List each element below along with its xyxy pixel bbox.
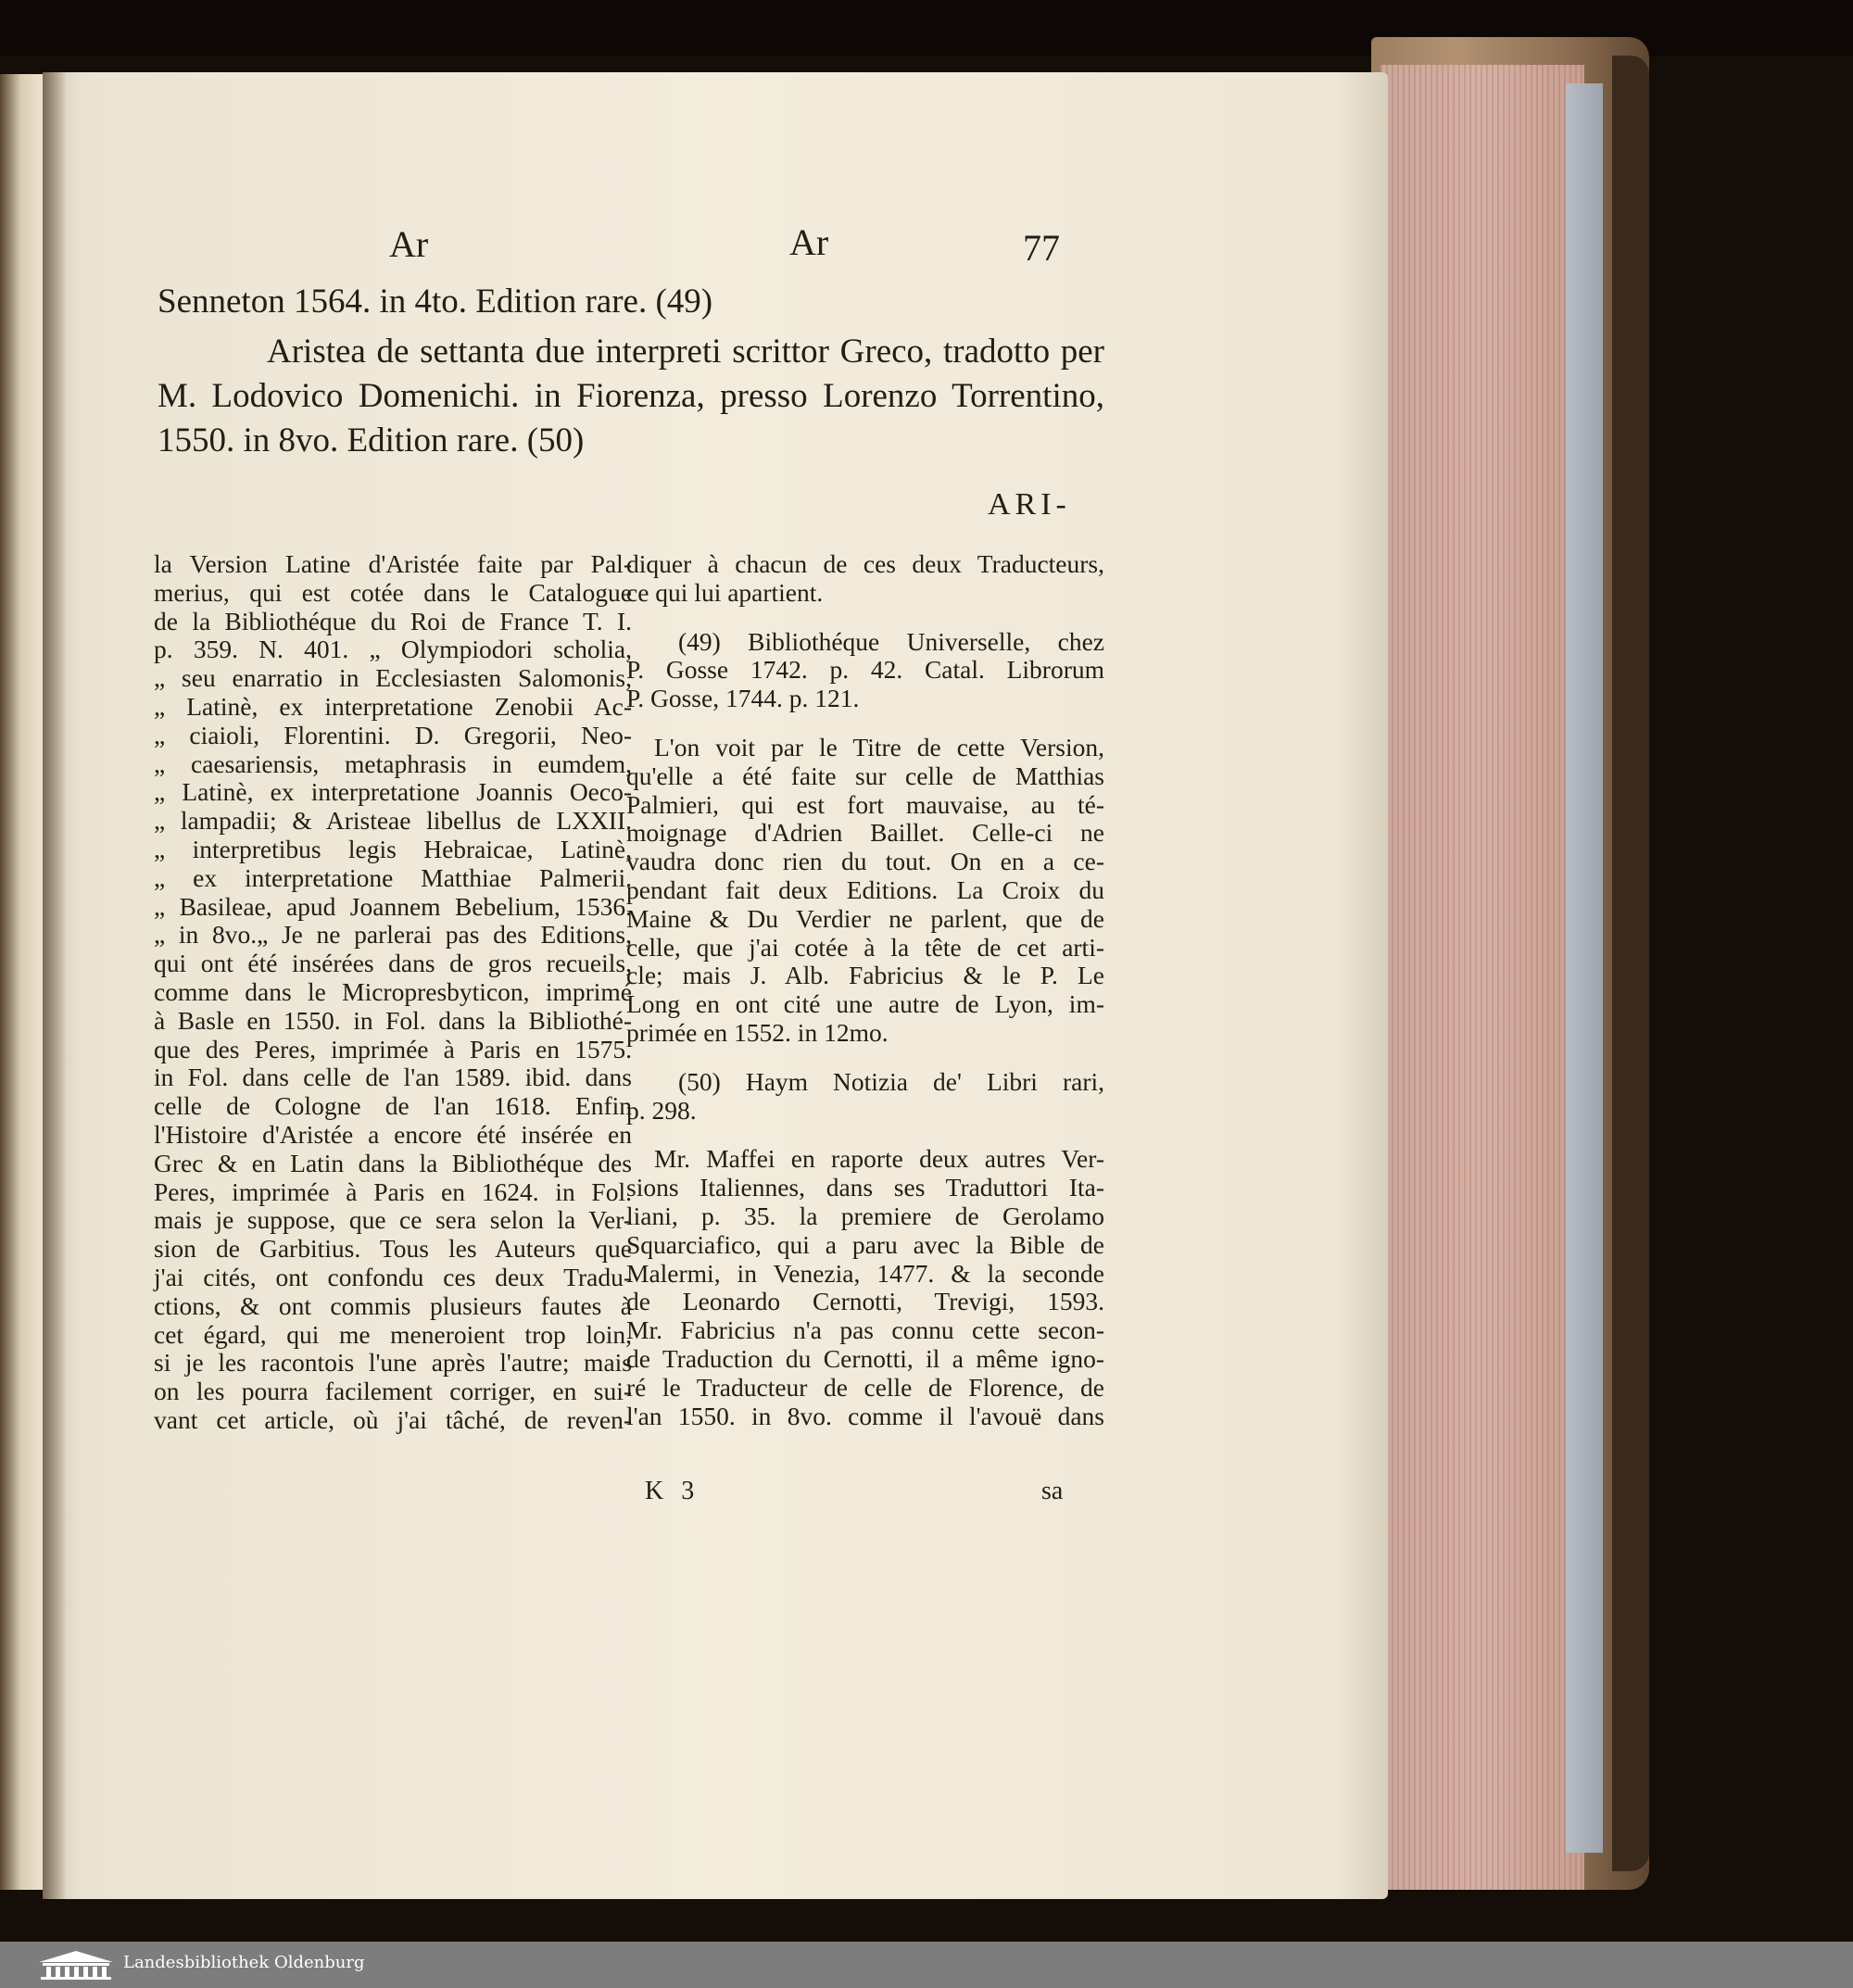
text-line: Mr. Fabricius n'a pas connu cette secon- (626, 1315, 1104, 1345)
left-column (154, 550, 632, 1435)
text-line: Maine & Du Verdier ne parlent, que de (626, 903, 1104, 933)
text-line: sions Italiennes, dans ses Traduttori Ita- (626, 1173, 1104, 1202)
footnote-50: (50) Haym Notizia de' Libri rari, (678, 1066, 1104, 1096)
text-line: Grec & en Latin dans la Bibliothéque des (154, 1148, 632, 1177)
text-line: P. Gosse, 1744. p. 121. (626, 684, 860, 713)
library-name: Landesbibliothek Oldenburg (123, 1953, 365, 1972)
text-line: vant cet article, où j'ai tâché, de reven- (154, 1404, 632, 1434)
library-building-icon (37, 1949, 115, 1981)
text-line: cle; mais J. Alb. Fabricius & le P. Le (626, 961, 1104, 990)
text-line: celle de Cologne de l'an 1618. Enfin (154, 1091, 632, 1121)
text-line: „ Latinè, ex interpretatione Joannis Oeco- (154, 777, 632, 807)
text-line: Malermi, in Venezia, 1477. & la seconde (626, 1258, 1104, 1288)
page-edges (1380, 65, 1584, 1890)
text-line: de la Bibliothéque du Roi de France T. I. (154, 606, 632, 635)
text-line: Mr. Maffei en raporte deux autres Ver- (654, 1144, 1104, 1174)
text-line: la Version Latine d'Aristée faite par Pal- (154, 549, 632, 578)
text-line: ctions, & ont commis plusieurs fautes à (154, 1290, 632, 1320)
text-line: comme dans le Micropresbyticon, imprimé (154, 976, 632, 1006)
text-line: primée en 1552. in 12mo. (626, 1017, 889, 1047)
entry-line-4: 1550. in 8vo. Edition rare. (50) (158, 422, 585, 459)
text-line: p. 298. (626, 1095, 697, 1125)
text-line: pendant fait deux Editions. La Croix du (626, 874, 1104, 904)
text-line: on les pourra facilement corriger, en sui- (154, 1377, 632, 1406)
catchword-top: ARI- (988, 487, 1071, 522)
text-line: „ ex interpretatione Matthiae Palmerii. (154, 862, 632, 892)
text-line: de Traduction du Cernotti, il a même igno- (626, 1343, 1104, 1373)
text-line: Peres, imprimée à Paris en 1624. in Fol. (154, 1176, 632, 1206)
right-column (626, 550, 1104, 1430)
page-gutter (43, 72, 67, 1899)
text-line: „ lampadii; & Aristeae libellus de LXXII. (154, 806, 632, 836)
text-line: l'an 1550. in 8vo. comme il l'avouë dans (626, 1401, 1104, 1430)
text-line: ce qui lui apartient. (626, 577, 824, 607)
text-line: „ ciaioli, Florentini. D. Gregorii, Neo- (154, 720, 632, 749)
text-line: Long en ont cité une autre de Lyon, im- (626, 989, 1104, 1019)
left-page-edge (0, 74, 46, 1890)
text-line: à Basle en 1550. in Fol. dans la Bibliothé- (154, 1005, 632, 1035)
text-line: sion de Garbitius. Tous les Auteurs que (154, 1234, 632, 1264)
text-line: si je les racontois l'une après l'autre; mais (154, 1348, 632, 1378)
text-line: „ Basileae, apud Joannem Bebelium, 1536. (154, 891, 632, 921)
text-line: qui ont été insérées dans de gros recueils, (154, 949, 632, 978)
text-line: „ seu enarratio in Ecclesiasten Salomonis, (154, 663, 632, 693)
footer-bar (0, 1942, 1853, 1988)
text-line: que des Peres, imprimée à Paris en 1575. (154, 1034, 632, 1063)
text-line: Palmieri, qui est fort mauvaise, au té- (626, 789, 1104, 819)
text-line: de Leonardo Cernotti, Trevigi, 1593. (626, 1287, 1104, 1316)
text-line: P. Gosse 1742. p. 42. Catal. Librorum (626, 655, 1104, 685)
text-line: merius, qui est cotée dans le Catalogue (154, 577, 632, 607)
text-line: l'Histoire d'Aristée a encore été insérée en (154, 1119, 632, 1149)
text-line: in Fol. dans celle de l'an 1589. ibid. dans (154, 1063, 632, 1092)
page-number: 77 (1023, 227, 1060, 269)
text-line: ré le Traducteur de celle de Florence, de (626, 1372, 1104, 1402)
text-line: j'ai cités, ont confondu ces deux Tradu- (154, 1262, 632, 1291)
text-line: vaudra donc rien du tout. On en a ce- (626, 847, 1104, 876)
running-head-left: Ar (389, 223, 429, 265)
catchword-bottom: sa (1041, 1477, 1064, 1505)
text-line: cet égard, qui me meneroient trop loin, (154, 1319, 632, 1349)
entry-line-2: Aristea de settanta due interpreti scrittor Greco, tradotto per (267, 333, 1104, 371)
text-line: qu'elle a été faite sur celle de Matthias (626, 761, 1104, 790)
entry-line-1: Senneton 1564. in 4to. Edition rare. (49) (158, 283, 713, 321)
text-line: „ interpretibus legis Hebraicae, Latinè, (154, 834, 632, 863)
text-line: liani, p. 35. la premiere de Gerolamo (626, 1201, 1104, 1230)
text-line: L'on voit par le Titre de cette Version, (654, 732, 1104, 761)
text-line: „ Latinè, ex interpretatione Zenobii Ac- (154, 691, 632, 721)
entry-line-3: M. Lodovico Domenichi. in Fiorenza, presso Lorenzo Torrentino, (158, 377, 1104, 415)
page-edges-inner (1566, 83, 1603, 1853)
text-line: celle, que j'ai cotée à la tête de cet arti- (626, 932, 1104, 962)
text-line: mais je suppose, que ce sera selon la Ver- (154, 1205, 632, 1235)
text-line: „ caesariensis, metaphrasis in eumdem, (154, 749, 632, 778)
book-cover-edge (1612, 56, 1649, 1871)
text-line: moignage d'Adrien Baillet. Celle-ci ne (626, 818, 1104, 848)
signature-mark: K 3 (645, 1477, 700, 1505)
running-head-center: Ar (789, 221, 829, 263)
footnote-49: (49) Bibliothéque Universelle, chez (678, 626, 1104, 656)
text-line: diquer à chacun de ces deux Traducteurs, (626, 549, 1104, 578)
book-page (43, 72, 1388, 1899)
text-line: „ in 8vo.„ Je ne parlerai pas des Editions, (154, 920, 632, 950)
text-line: p. 359. N. 401. „ Olympiodori scholia, (154, 635, 632, 664)
text-line: Squarciafico, qui a paru avec la Bible de (626, 1229, 1104, 1259)
